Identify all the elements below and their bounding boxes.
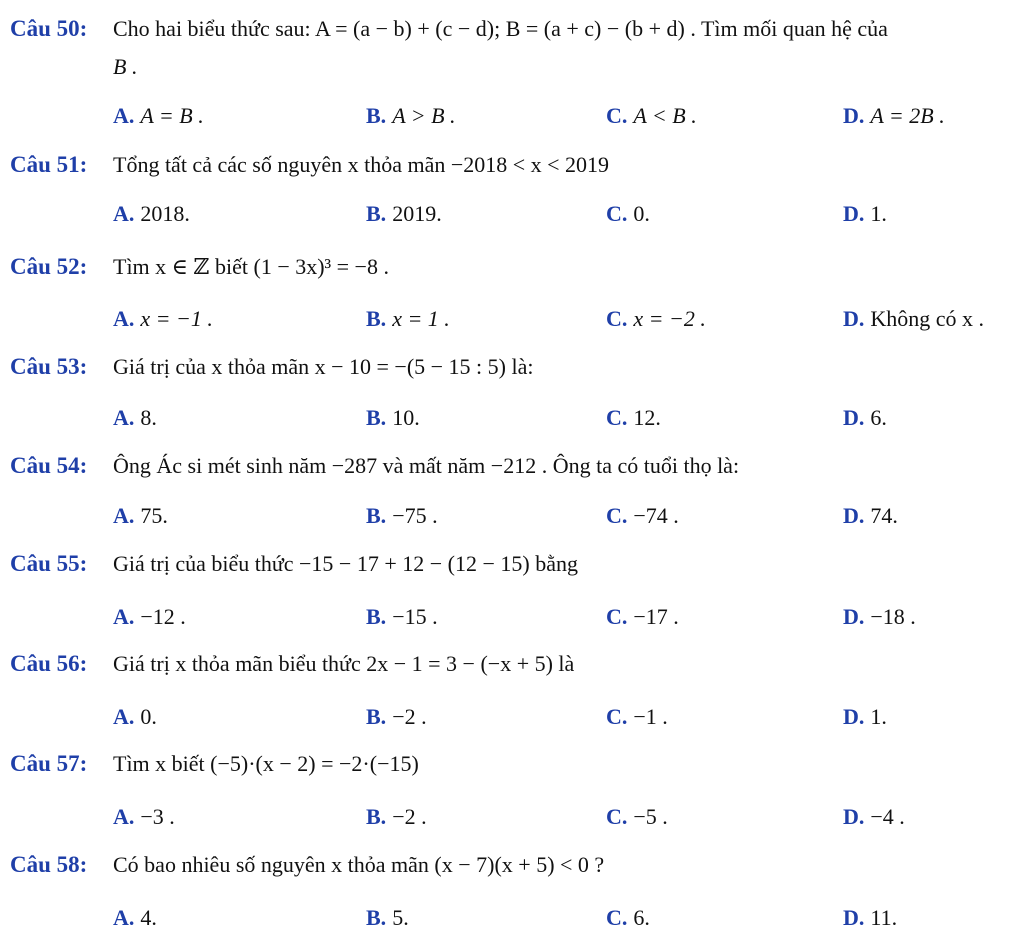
option-label: B.: [366, 704, 387, 729]
option-d[interactable]: [843, 503, 898, 529]
question-text: Cho hai biểu thức sau: A = (a − b) + (c − d); B = (a + c) − (b + d) . Tìm mối quan hệ của: [113, 16, 888, 41]
option-d[interactable]: [843, 804, 905, 830]
option-label: D.: [843, 103, 865, 128]
option-text: −74 .: [633, 503, 679, 528]
option-text: −5 .: [633, 804, 668, 829]
question-label: Câu 50:: [10, 16, 88, 41]
option-b[interactable]: [366, 804, 427, 830]
option-text: x = −1 .: [140, 306, 213, 331]
option-text: 1.: [870, 704, 887, 729]
question-label: Câu 51:: [10, 152, 88, 177]
option-label: A.: [113, 905, 135, 930]
option-label: A.: [113, 103, 135, 128]
option-text: Không có x .: [870, 306, 985, 331]
option-a[interactable]: [113, 306, 213, 332]
option-label: C.: [606, 201, 628, 226]
option-text: 1.: [870, 201, 887, 226]
option-label: B.: [366, 306, 387, 331]
option-text: 8.: [140, 405, 157, 430]
question-text: Tìm x biết (−5)·(x − 2) = −2·(−15): [113, 751, 419, 776]
question-label: Câu 55:: [10, 551, 88, 576]
option-text: −75 .: [392, 503, 438, 528]
option-c[interactable]: [606, 503, 679, 529]
option-text: 75.: [140, 503, 168, 528]
question-text-continued: B .: [113, 54, 138, 79]
option-a[interactable]: [113, 103, 204, 129]
option-label: C.: [606, 103, 628, 128]
option-label: A.: [113, 704, 135, 729]
option-text: −18 .: [870, 604, 916, 629]
option-label: D.: [843, 704, 865, 729]
option-d[interactable]: [843, 201, 887, 227]
option-text: 0.: [140, 704, 157, 729]
option-label: D.: [843, 405, 865, 430]
question-text: Tổng tất cả các số nguyên x thỏa mãn −2018 < x < 2019: [113, 152, 610, 177]
option-c[interactable]: [606, 905, 650, 931]
option-a[interactable]: [113, 503, 168, 529]
option-text: 12.: [633, 405, 661, 430]
option-label: B.: [366, 103, 387, 128]
option-a[interactable]: [113, 604, 186, 630]
option-label: A.: [113, 804, 135, 829]
option-label: B.: [366, 804, 387, 829]
option-text: 6.: [633, 905, 650, 930]
option-a[interactable]: [113, 201, 190, 227]
option-label: C.: [606, 503, 628, 528]
option-d[interactable]: [843, 103, 945, 129]
option-text: 2019.: [392, 201, 442, 226]
option-label: A.: [113, 201, 135, 226]
option-label: C.: [606, 604, 628, 629]
option-d[interactable]: [843, 604, 916, 630]
option-a[interactable]: [113, 704, 157, 730]
option-label: A.: [113, 306, 135, 331]
option-label: C.: [606, 804, 628, 829]
question-text: Giá trị của biểu thức −15 − 17 + 12 − (12 − 15) bằng: [113, 551, 578, 576]
option-c[interactable]: [606, 103, 697, 129]
option-text: A = 2B .: [870, 103, 945, 128]
option-b[interactable]: [366, 604, 438, 630]
option-a[interactable]: [113, 905, 157, 931]
option-b[interactable]: [366, 103, 456, 129]
option-c[interactable]: [606, 306, 706, 332]
option-label: C.: [606, 405, 628, 430]
question-text: Tìm x ∈ ℤ biết (1 − 3x)³ = −8 .: [113, 254, 389, 279]
option-label: D.: [843, 306, 865, 331]
option-b[interactable]: [366, 405, 420, 431]
option-c[interactable]: [606, 201, 650, 227]
option-text: 0.: [633, 201, 650, 226]
option-d[interactable]: [843, 905, 897, 931]
option-c[interactable]: [606, 405, 661, 431]
question-text: Giá trị của x thỏa mãn x − 10 = −(5 − 15 : 5) là:: [113, 354, 534, 379]
option-c[interactable]: [606, 704, 668, 730]
option-text: −17 .: [633, 604, 679, 629]
option-c[interactable]: [606, 804, 668, 830]
option-d[interactable]: [843, 306, 984, 332]
option-text: −4 .: [870, 804, 905, 829]
option-a[interactable]: [113, 405, 157, 431]
option-b[interactable]: [366, 503, 438, 529]
option-label: D.: [843, 201, 865, 226]
option-text: −2 .: [392, 804, 427, 829]
option-label: D.: [843, 503, 865, 528]
option-text: 74.: [870, 503, 898, 528]
option-text: A = B .: [140, 103, 204, 128]
question-label: Câu 56:: [10, 651, 88, 676]
question-label: Câu 53:: [10, 354, 88, 379]
option-text: −15 .: [392, 604, 438, 629]
option-label: A.: [113, 503, 135, 528]
option-label: D.: [843, 804, 865, 829]
question-label: Câu 54:: [10, 453, 88, 478]
question-label: Câu 57:: [10, 751, 88, 776]
option-text: −1 .: [633, 704, 668, 729]
option-label: D.: [843, 905, 865, 930]
option-text: 5.: [392, 905, 409, 930]
option-d[interactable]: [843, 405, 887, 431]
option-label: C.: [606, 704, 628, 729]
option-b[interactable]: [366, 704, 427, 730]
option-text: 6.: [870, 405, 887, 430]
option-label: C.: [606, 905, 628, 930]
option-label: C.: [606, 306, 628, 331]
option-d[interactable]: [843, 704, 887, 730]
option-text: x = 1 .: [392, 306, 450, 331]
question-label: Câu 52:: [10, 254, 88, 279]
question-label: Câu 58:: [10, 852, 88, 877]
option-label: B.: [366, 201, 387, 226]
option-text: 10.: [392, 405, 420, 430]
option-b[interactable]: [366, 201, 442, 227]
option-label: A.: [113, 604, 135, 629]
option-b[interactable]: [366, 306, 450, 332]
option-label: D.: [843, 604, 865, 629]
option-text: 2018.: [140, 201, 190, 226]
option-label: B.: [366, 405, 387, 430]
question-text: Có bao nhiêu số nguyên x thỏa mãn (x − 7)(x + 5) < 0 ?: [113, 852, 605, 877]
option-text: 11.: [870, 905, 898, 930]
option-label: B.: [366, 604, 387, 629]
question-text: Ông Ác si mét sinh năm −287 và mất năm −212 . Ông ta có tuổi thọ là:: [113, 453, 740, 478]
question-text: Giá trị x thỏa mãn biểu thức 2x − 1 = 3 − (−x + 5) là: [113, 651, 575, 676]
option-text: 4.: [140, 905, 157, 930]
option-text: −12 .: [140, 604, 186, 629]
option-text: A < B .: [633, 103, 697, 128]
option-c[interactable]: [606, 604, 679, 630]
option-text: x = −2 .: [633, 306, 706, 331]
option-text: A > B .: [392, 103, 456, 128]
option-a[interactable]: [113, 804, 175, 830]
option-label: A.: [113, 405, 135, 430]
option-text: −2 .: [392, 704, 427, 729]
option-label: B.: [366, 905, 387, 930]
option-text: −3 .: [140, 804, 175, 829]
option-label: B.: [366, 503, 387, 528]
option-b[interactable]: [366, 905, 409, 931]
